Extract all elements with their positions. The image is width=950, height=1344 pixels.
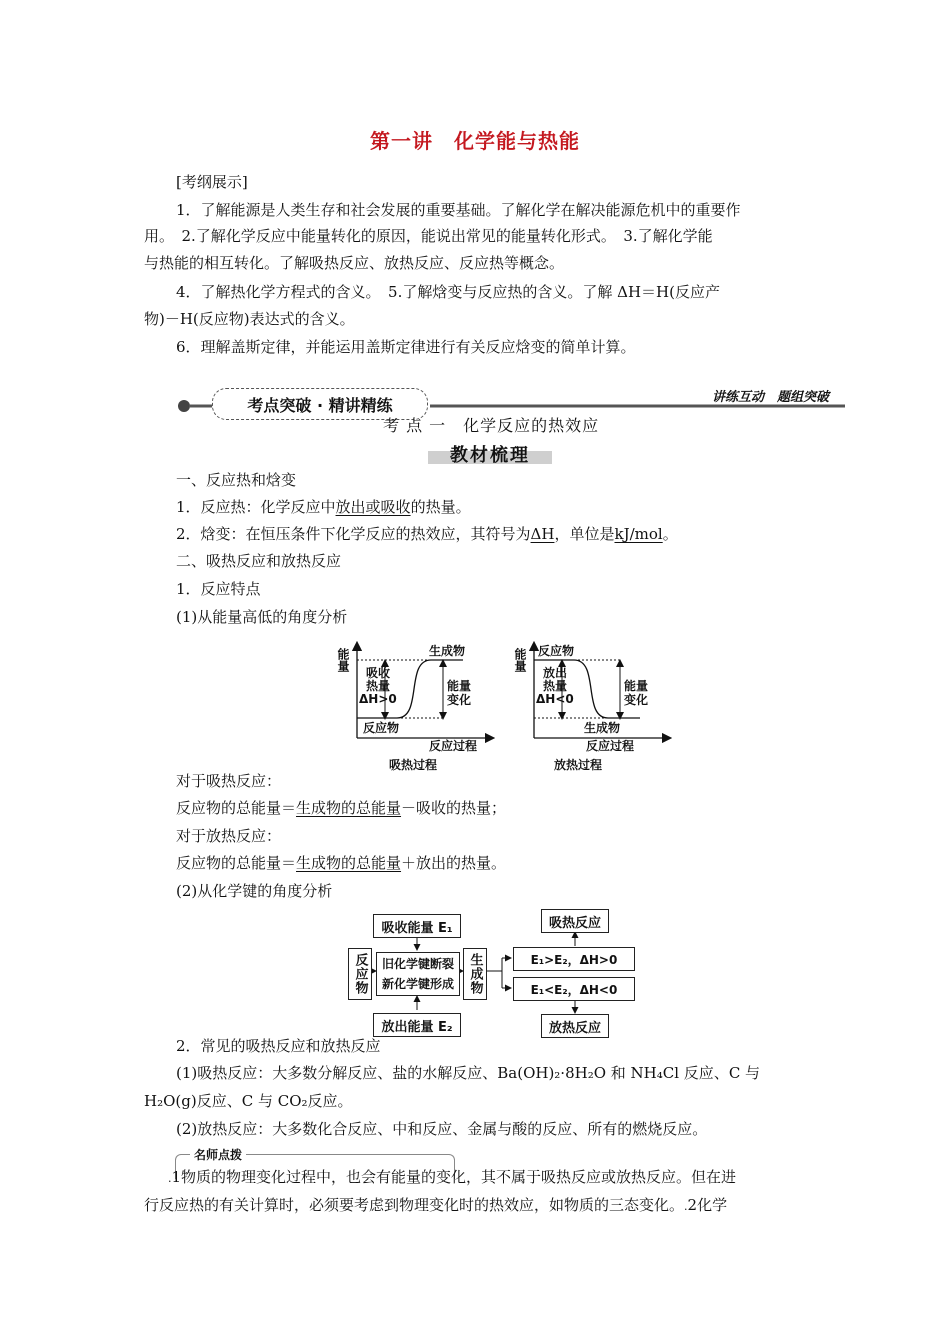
y-axis-label: 能量 [336, 648, 350, 672]
outline-line: 4．了解热化学方程式的含义。 5.了解焓变与反应热的含义。了解 ΔH＝H(反应产 [176, 283, 720, 301]
endo-label: 对于吸热反应： [176, 772, 282, 790]
endothermic-energy-diagram [335, 636, 495, 774]
page-title: 第一讲 化学能与热能 [370, 129, 580, 153]
endothermic-result-box: 吸热反应 [541, 909, 609, 933]
energy-change-label: 变化 [624, 693, 649, 707]
answer-underline: 生成物的总能量 [296, 854, 402, 872]
bottom-level-label: 反应物 [363, 721, 400, 735]
x-axis-label: 反应过程 [429, 739, 478, 753]
heat-label: 热量 [366, 679, 391, 693]
exo-label: 对于放热反应： [176, 827, 282, 845]
exothermic-result-box: 放热反应 [541, 1014, 609, 1038]
section-banner-label: 考点突破 · 精讲精练 [212, 388, 428, 420]
line-reaction-heat: 1．反应热：化学反应中放出或吸收的热量。 [176, 498, 471, 516]
bond-change-box [376, 952, 460, 996]
energy-change-label: 能量 [447, 679, 472, 693]
outline-line: 物)－H(反应物)表达式的含义。 [144, 310, 355, 328]
heat-label: 热量 [543, 679, 568, 693]
heat-label: 吸收 [366, 666, 391, 680]
delta-h-label: ΔH<0 [536, 692, 574, 706]
tip-line: 行反应热的有关计算时，必须要考虑到物理变化时的热效应，如物质的三态变化。.2化学 [144, 1196, 728, 1214]
diagram-caption: 放热过程 [554, 758, 603, 772]
outline-line: 6．理解盖斯定律，并能运用盖斯定律进行有关反应焓变的简单计算。 [176, 338, 636, 356]
bond-break-text: 旧化学键断裂 [381, 957, 454, 971]
line-bond-angle: (2)从化学键的角度分析 [176, 882, 333, 900]
endo-formula: 反应物的总能量＝生成物的总能量－吸收的热量； [176, 799, 507, 817]
heading-endo-exo: 二、吸热反应和放热反应 [176, 552, 342, 570]
diagram-caption: 吸热过程 [389, 758, 438, 772]
exothermic-energy-diagram [512, 636, 672, 774]
line-common-reactions: 2．常见的吸热反应和放热反应 [176, 1037, 381, 1055]
line-energy-angle: (1)从能量高低的角度分析 [176, 608, 348, 626]
tip-line: .1物质的物理变化过程中，也会有能量的变化，其不属于吸热反应或放热反应。但在进 [168, 1168, 737, 1186]
jiaocai-title: 教材梳理 [450, 445, 530, 466]
energy-change-label: 能量 [624, 679, 649, 693]
condition-endo-box: E₁>E₂，ΔH>0 [513, 947, 635, 971]
absorb-energy-box: 吸收能量 E₁ [373, 914, 461, 938]
line-endothermic-examples-cont: H₂O(g)反应、C 与 CO₂反应。 [144, 1092, 353, 1110]
energy-change-label: 变化 [447, 693, 472, 707]
jiaocai-badge [428, 445, 552, 467]
bond-form-text: 新化学键形成 [381, 977, 454, 991]
line-endothermic-examples: (1)吸热反应：大多数分解反应、盐的水解反应、Ba(OH)₂·8H₂O 和 NH₄Cl 反应、C 与 [176, 1064, 761, 1082]
top-level-label: 反应物 [538, 644, 575, 658]
answer-underline: 放出或吸收 [335, 498, 411, 516]
heat-label: 放出 [543, 666, 568, 680]
tip-label: 名师点拨 [190, 1146, 246, 1163]
condition-exo-box: E₁<E₂，ΔH<0 [513, 977, 635, 1001]
line-features: 1．反应特点 [176, 580, 261, 598]
answer-underline: kJ/mol [614, 525, 663, 543]
tip-number: 1 [171, 1168, 182, 1186]
x-axis-label: 反应过程 [586, 739, 635, 753]
heading-reaction-heat: 一、反应热和焓变 [176, 471, 297, 489]
outline-line: 与热能的相互转化。了解吸热反应、放热反应、反应热等概念。 [144, 254, 565, 272]
y-axis-label: 能量 [513, 648, 527, 672]
exo-formula: 反应物的总能量＝生成物的总能量＋放出的热量。 [176, 854, 507, 872]
top-level-label: 生成物 [429, 644, 466, 658]
outline-line: 用。 2.了解化学反应中能量转化的原因，能说出常见的能量转化形式。 3.了解化学能 [144, 227, 713, 245]
bottom-level-label: 生成物 [584, 721, 621, 735]
answer-underline: 生成物的总能量 [296, 799, 402, 817]
product-box: 生成物 [463, 948, 487, 1000]
outline-heading: [考纲展示] [176, 173, 248, 191]
line-exothermic-examples: (2)放热反应：大多数化合反应、中和反应、金属与酸的反应、所有的燃烧反应。 [176, 1120, 708, 1138]
release-energy-box: 放出能量 E₂ [373, 1013, 461, 1037]
tip-number: 2 [687, 1196, 698, 1214]
line-enthalpy: 2．焓变：在恒压条件下化学反应的热效应，其符号为ΔH，单位是kJ/mol。 [176, 525, 678, 543]
reactant-box: 反应物 [348, 948, 372, 1000]
answer-underline: ΔH [530, 525, 555, 543]
kaodian-title: 考 点 一 化学反应的热效应 [383, 416, 600, 435]
delta-h-label: ΔH>0 [359, 692, 397, 706]
section-banner-right: 讲练互动 题组突破 [712, 390, 830, 405]
outline-line: 1．了解能源是人类生存和社会发展的重要基础。了解化学在解决能源危机中的重要作 [176, 201, 741, 219]
